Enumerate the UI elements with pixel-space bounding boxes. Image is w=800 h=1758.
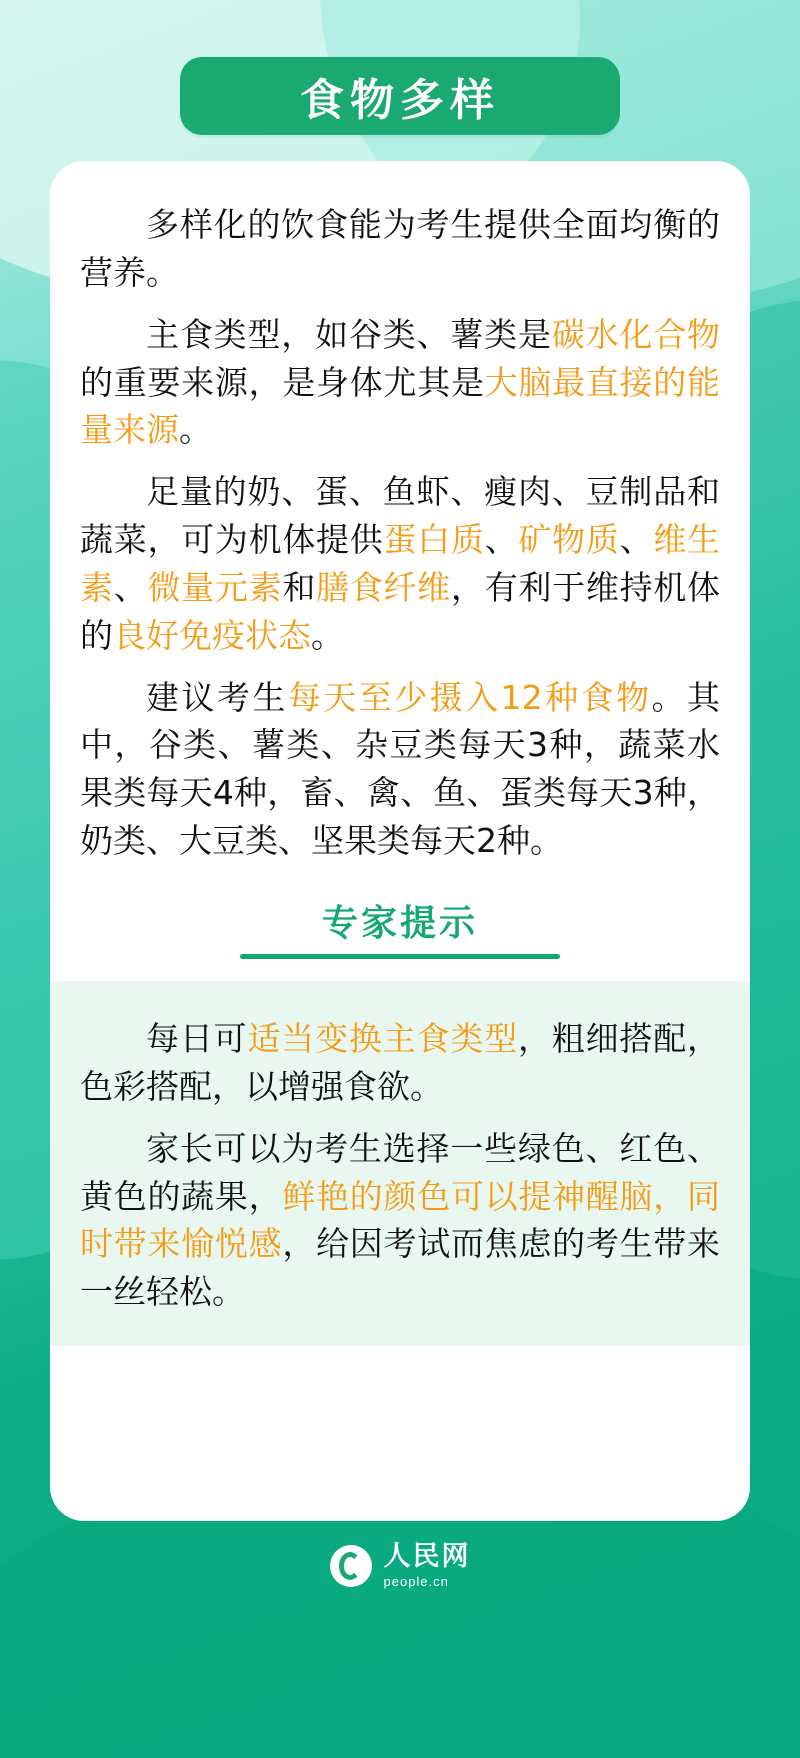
highlighted-text: 每天至少摄入12种食物 (287, 677, 652, 717)
body-text: 每日可 (146, 1018, 248, 1058)
main-card (50, 161, 750, 1521)
highlighted-text: 碳水化合物 (551, 314, 720, 354)
highlighted-text: 鲜艳的颜色可以提神醒脑，同时带来愉悦感 (80, 1176, 721, 1264)
expert-tips-header (235, 895, 565, 959)
paragraph (80, 201, 720, 297)
poster-content (0, 57, 800, 1588)
body-text: 、 (484, 520, 519, 560)
body-text: ，粗细搭配，色彩搭配，以增强食欲。 (80, 1018, 720, 1106)
highlighted-text: 蛋白质 (383, 520, 485, 560)
body-paragraphs (80, 201, 720, 865)
paragraph (80, 468, 720, 659)
body-text: 。 (179, 410, 212, 450)
logo-wordmark (384, 1543, 471, 1588)
body-text: 、 (619, 520, 654, 560)
body-text: 足量的奶、蛋、鱼虾、瘦肉、豆制品和蔬菜，可为机体提供 (80, 472, 720, 560)
highlighted-text: 适当变换主食类型 (247, 1018, 518, 1058)
people-logo-icon (330, 1545, 372, 1587)
title-banner (180, 57, 620, 135)
body-text: 的重要来源，是身体尤其是 (80, 362, 485, 402)
body-text: 和 (282, 567, 317, 607)
highlighted-text: 良好免疫状态 (113, 615, 311, 655)
paragraph (80, 674, 720, 865)
body-text: 家长可以为考生选择一些绿色、红色、黄色的蔬果， (80, 1128, 720, 1216)
page-title: 食物多样 (300, 75, 500, 126)
paragraph (80, 1125, 720, 1316)
body-text: 建议考生 (146, 677, 288, 717)
body-text: ，有利于维持机体的 (80, 567, 721, 655)
highlighted-text: 微量元素 (147, 567, 283, 607)
highlighted-text: 矿物质 (518, 520, 620, 560)
logo-name-en: people.cn (383, 1574, 449, 1589)
logo-name-cn: 人民网 (383, 1541, 471, 1572)
body-text: 。其中，谷类、薯类、杂豆类每天3种，蔬菜水果类每天4种，畜、禽、鱼、蛋类每天3种，奶类、大豆类、坚果类每天2种。 (80, 677, 721, 861)
expert-tips-underline (240, 954, 560, 959)
highlighted-text: 维生素 (80, 520, 721, 607)
body-text: 。 (311, 615, 344, 655)
body-text: 、 (113, 567, 148, 607)
body-text: ，给因考试而焦虑的考生带来一丝轻松。 (80, 1224, 721, 1312)
expert-tips-box (50, 981, 750, 1346)
paragraph (80, 311, 720, 455)
footer-logo (0, 1543, 800, 1588)
body-text: 主食类型，如谷类、薯类是 (146, 314, 552, 354)
highlighted-text: 膳食纤维 (316, 567, 451, 607)
body-text: 多样化的饮食能为考生提供全面均衡的营养。 (80, 205, 720, 292)
paragraph (80, 1015, 720, 1111)
expert-tips-title: 专家提示 (321, 902, 478, 944)
highlighted-text: 大脑最直接的能量来源 (80, 362, 721, 450)
